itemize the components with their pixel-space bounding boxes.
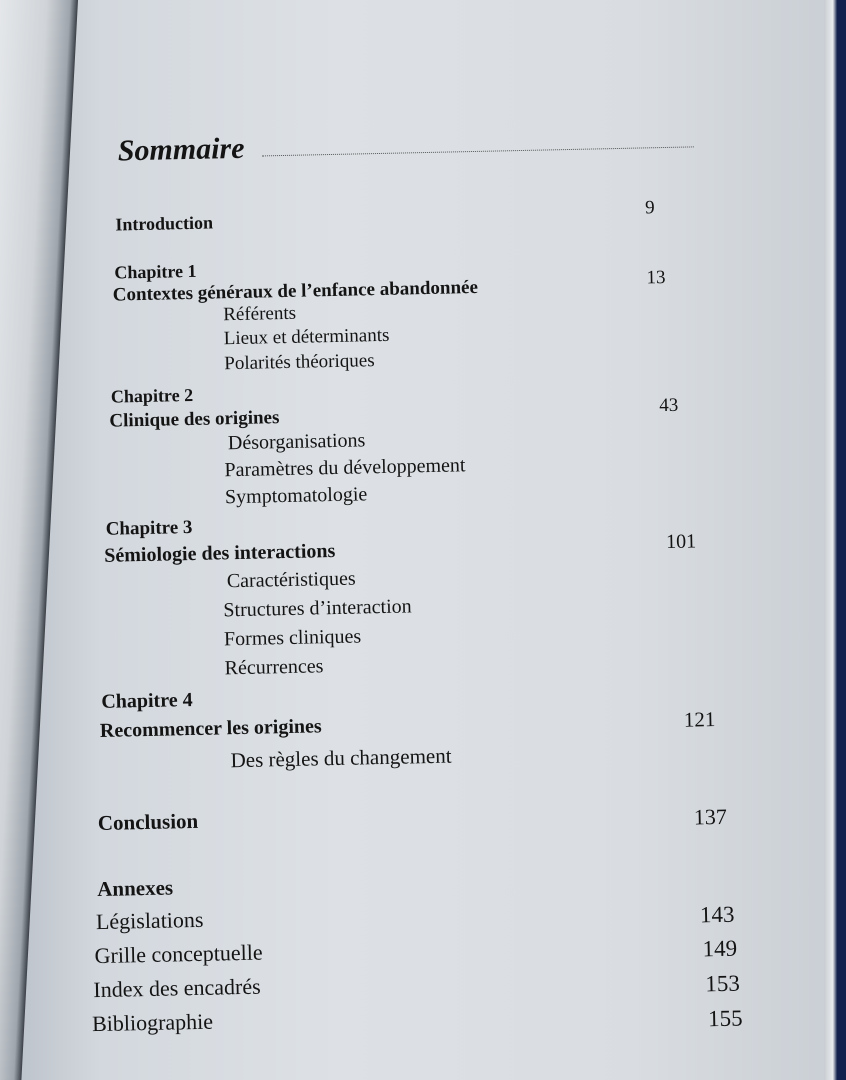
page-title: Sommaire bbox=[117, 131, 245, 168]
chapter-2-label: Chapitre 2 bbox=[110, 384, 194, 407]
annex-item-label: Grille conceptuelle bbox=[94, 939, 263, 969]
toc-conclusion-page: 137 bbox=[693, 803, 728, 830]
chapter-2-section: Paramètres du développement bbox=[224, 454, 466, 482]
annex-item-page: 153 bbox=[705, 970, 741, 997]
chapter-2-title: Clinique des origines bbox=[109, 407, 280, 432]
annex-item-page: 143 bbox=[699, 901, 735, 928]
chapter-1-page: 13 bbox=[646, 267, 666, 289]
chapter-2-section: Désorganisations bbox=[227, 429, 366, 455]
chapter-3-label: Chapitre 3 bbox=[105, 516, 193, 540]
toc-introduction-page: 9 bbox=[644, 197, 655, 219]
annex-item-label: Bibliographie bbox=[91, 1008, 214, 1037]
chapter-1-label: Chapitre 1 bbox=[114, 260, 197, 283]
chapter-2-page: 43 bbox=[659, 394, 679, 417]
chapter-1-section: Polarités théoriques bbox=[224, 350, 375, 375]
annexes-heading: Annexes bbox=[96, 875, 174, 902]
chapter-3-section: Structures d’interaction bbox=[223, 595, 412, 622]
chapter-1-section: Référents bbox=[223, 302, 297, 326]
chapter-1-section: Lieux et déterminants bbox=[223, 324, 390, 350]
chapter-4-page: 121 bbox=[683, 707, 716, 732]
chapter-3-page: 101 bbox=[665, 530, 697, 554]
toc-conclusion-label: Conclusion bbox=[97, 808, 199, 836]
chapter-3-title: Sémiologie des interactions bbox=[104, 539, 336, 567]
annex-item-label: Législations bbox=[95, 906, 204, 935]
title-dotted-rule bbox=[262, 146, 694, 156]
chapter-3-section: Récurrences bbox=[224, 655, 324, 680]
annex-item-label: Index des encadrés bbox=[93, 973, 261, 1003]
annex-item-page: 155 bbox=[707, 1005, 743, 1032]
chapter-4-label: Chapitre 4 bbox=[101, 689, 193, 713]
chapter-2-section: Symptomatologie bbox=[224, 483, 368, 509]
chapter-3-section: Formes cliniques bbox=[223, 625, 362, 651]
chapter-1-title: Contextes généraux de l’enfance abandonnée bbox=[112, 276, 479, 306]
annex-item-page: 149 bbox=[702, 935, 738, 962]
chapter-4-section: Des règles du changement bbox=[230, 743, 452, 773]
chapter-4-title: Recommencer les origines bbox=[99, 715, 322, 742]
chapter-3-section: Caractéristiques bbox=[226, 567, 356, 593]
toc-introduction-label: Introduction bbox=[115, 212, 214, 235]
